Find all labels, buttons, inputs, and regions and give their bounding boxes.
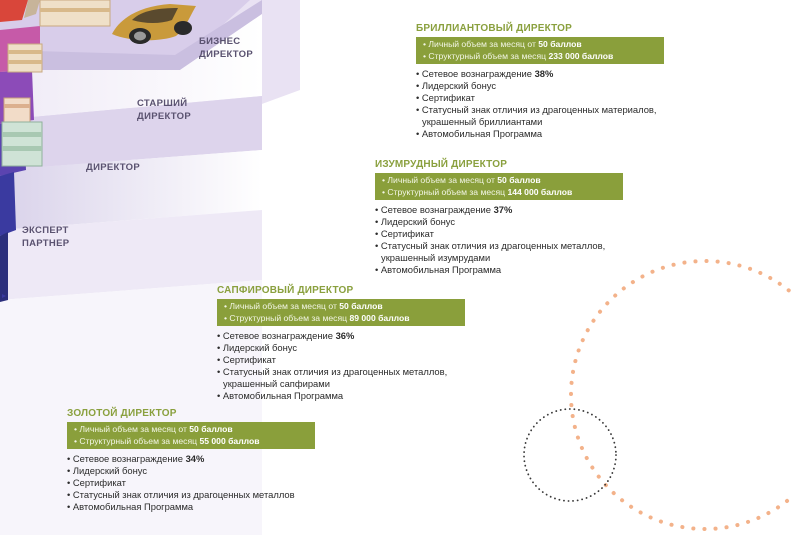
level-sapphire-director	[217, 285, 465, 401]
personal-volume: • Личный объем за месяц от 50 баллов	[382, 175, 541, 185]
personal-volume: • Личный объем за месяц от 50 баллов	[224, 301, 383, 311]
dotted-circle-large	[571, 261, 793, 529]
requirements-box	[416, 37, 664, 64]
step-label-expert-partner: ЭКСПЕРТ ПАРТНЕР	[22, 225, 70, 249]
perks-list	[217, 330, 465, 401]
requirements-box	[67, 422, 315, 449]
perk-auto-program: • Автомобильная Программа	[416, 128, 664, 140]
structural-volume: • Структурный объем за месяц 89 000 баллов	[224, 312, 410, 323]
structural-volume: • Структурный объем за месяц 55 000 баллов	[74, 435, 260, 446]
personal-volume: • Личный объем за месяц от 50 баллов	[423, 39, 582, 49]
perk-auto-program: • Автомобильная Программа	[375, 264, 623, 276]
perk-status-badge: • Статусный знак отличия из драгоценных материалов, украшенный бриллиантами	[416, 104, 664, 128]
perk-leader-bonus: • Лидерский бонус	[416, 80, 664, 92]
perks-list	[416, 68, 664, 139]
level-title: ИЗУМРУДНЫЙ ДИРЕКТОР	[375, 159, 508, 170]
personal-volume: • Личный объем за месяц от 50 баллов	[74, 424, 233, 434]
step-label-senior-director: СТАРШИЙ ДИРЕКТОР	[137, 98, 191, 122]
level-emerald-director	[375, 159, 623, 275]
level-title: ЗОЛОТОЙ ДИРЕКТОР	[67, 408, 177, 419]
perk-leader-bonus: • Лидерский бонус	[67, 465, 315, 477]
perk-status-badge: • Статусный знак отличия из драгоценных металлов, украшенный сапфирами	[217, 366, 465, 390]
level-gold-director	[67, 408, 315, 513]
step-label-director: ДИРЕКТОР	[86, 162, 140, 173]
level-title: САПФИРОВЫЙ ДИРЕКТОР	[217, 285, 354, 296]
perk-status-badge: • Статусный знак отличия из драгоценных металлов	[67, 489, 315, 501]
structural-volume: • Структурный объем за месяц 144 000 баллов	[382, 186, 573, 197]
perk-network-reward: • Сетевое вознаграждение 38%	[416, 68, 664, 80]
perk-network-reward: • Сетевое вознаграждение 37%	[375, 204, 623, 216]
requirements-box	[375, 173, 623, 200]
perk-certificate: • Сертификат	[375, 228, 623, 240]
perk-auto-program: • Автомобильная Программа	[217, 390, 465, 402]
requirements-box	[217, 299, 465, 326]
step-label-business-director: БИЗНЕС ДИРЕКТОР	[199, 36, 253, 60]
level-diamond-director	[416, 23, 664, 139]
perk-network-reward: • Сетевое вознаграждение 34%	[67, 453, 315, 465]
perk-certificate: • Сертификат	[217, 354, 465, 366]
structural-volume: • Структурный объем за месяц 233 000 баллов	[423, 50, 614, 61]
perk-certificate: • Сертификат	[67, 477, 315, 489]
perks-list	[67, 453, 315, 513]
perk-status-badge: • Статусный знак отличия из драгоценных металлов, украшенный изумрудами	[375, 240, 623, 264]
perk-leader-bonus: • Лидерский бонус	[375, 216, 623, 228]
level-title: БРИЛЛИАНТОВЫЙ ДИРЕКТОР	[416, 23, 573, 34]
perks-list	[375, 204, 623, 275]
dotted-circle-small	[524, 409, 616, 501]
perk-auto-program: • Автомобильная Программа	[67, 501, 315, 513]
perk-certificate: • Сертификат	[416, 92, 664, 104]
perk-network-reward: • Сетевое вознаграждение 36%	[217, 330, 465, 342]
perk-leader-bonus: • Лидерский бонус	[217, 342, 465, 354]
